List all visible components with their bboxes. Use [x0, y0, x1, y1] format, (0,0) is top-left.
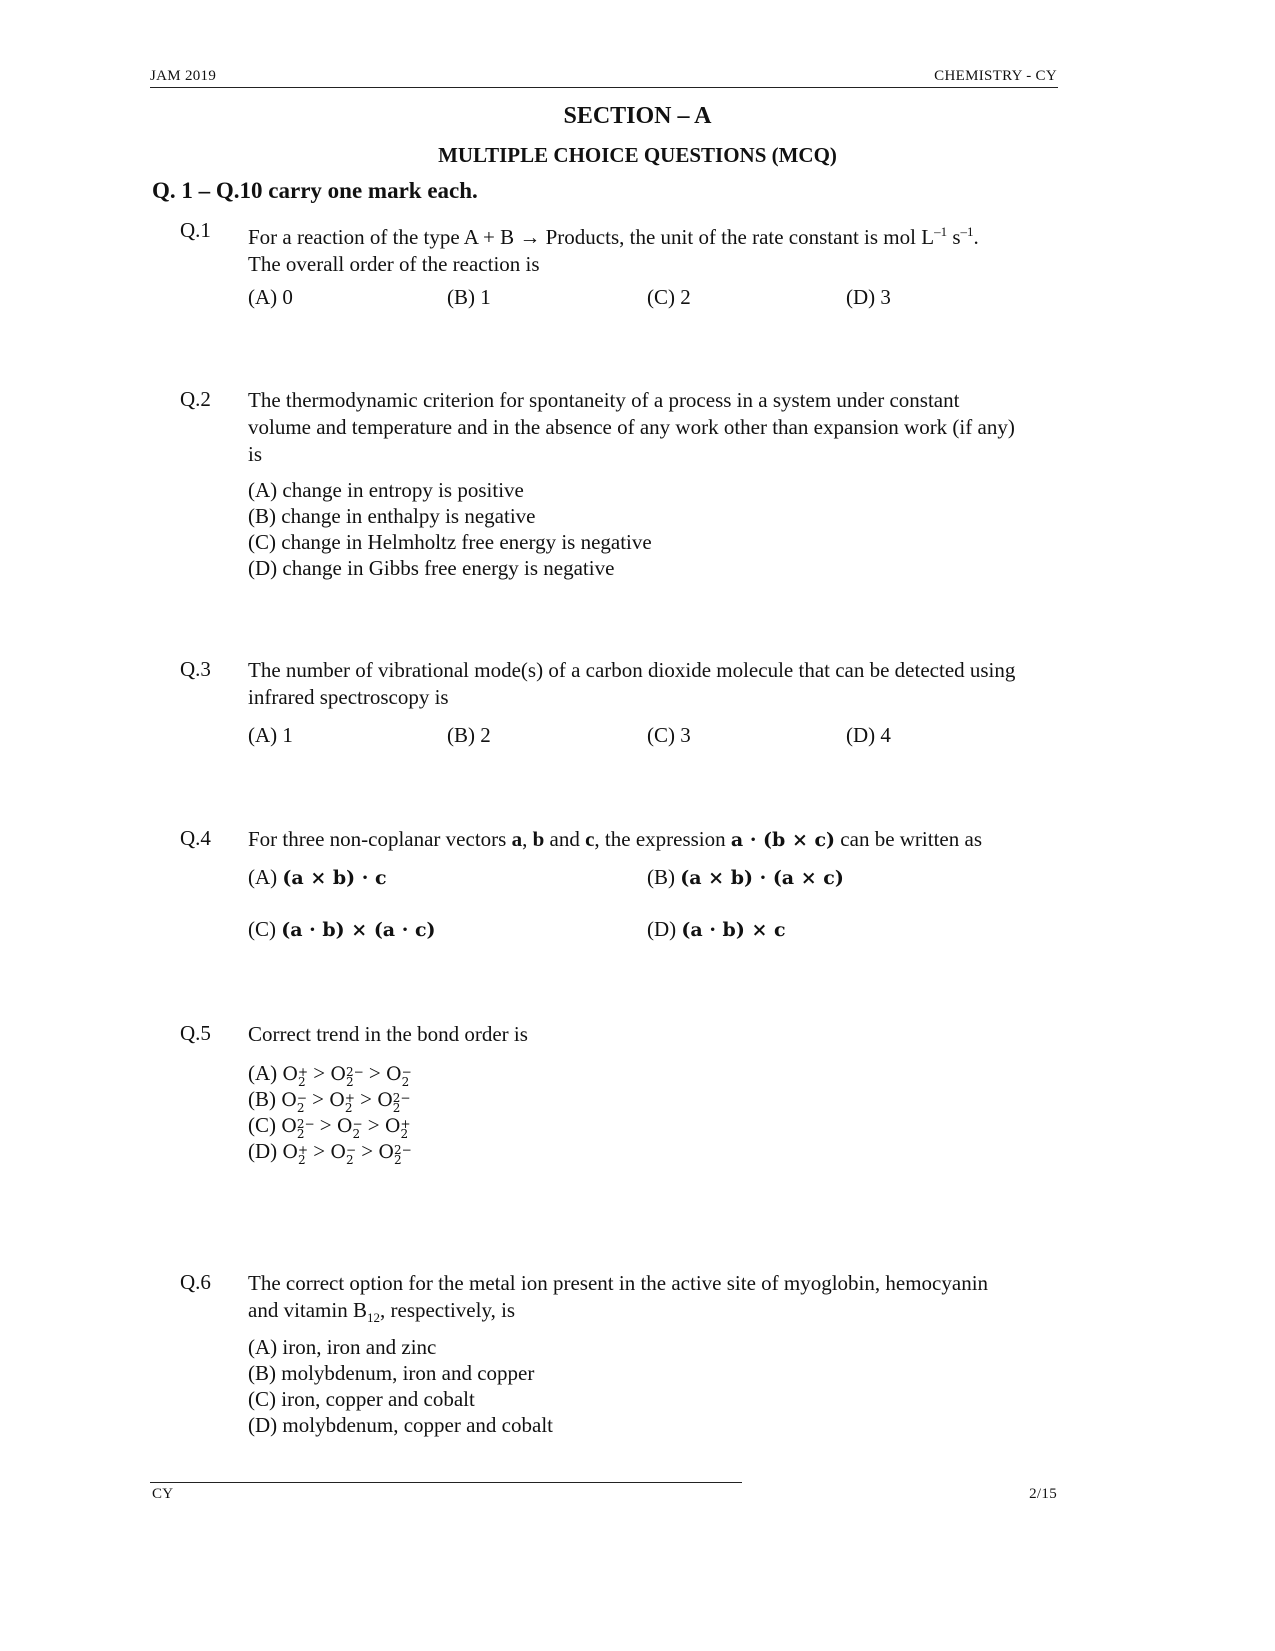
- option-c: (C) 2: [647, 285, 691, 309]
- question-number: Q.1: [180, 218, 211, 242]
- option-expression: (a × b) · (a × c): [680, 867, 844, 889]
- option-label: (D): [248, 1139, 283, 1163]
- option-label: (C): [248, 1113, 282, 1137]
- oxygen-ion: O − 2: [386, 1063, 412, 1089]
- option-d: (D) molybdenum, copper and cobalt: [248, 1413, 553, 1437]
- question-number: Q.4: [180, 826, 211, 850]
- option-b: (B) 1: [447, 285, 491, 309]
- header-right: CHEMISTRY - CY: [934, 68, 1057, 84]
- question-text: [248, 218, 1118, 278]
- ion-charge: −: [345, 1143, 357, 1157]
- q3-text-line1: The number of vibrational mode(s) of a carbon dioxide molecule that can be detected using: [248, 658, 1016, 682]
- ion-subscript: 2: [352, 1127, 361, 1141]
- option-c: [248, 917, 436, 942]
- option-d: [647, 917, 786, 942]
- q4-text-c: can be written as: [835, 827, 982, 851]
- oxygen-ion: O 2− 2: [378, 1141, 412, 1167]
- ion-subscript: 2: [393, 1153, 402, 1167]
- ion-charge: −: [352, 1117, 363, 1131]
- question-text: [248, 1270, 1118, 1331]
- q1-text-b: s: [947, 225, 961, 249]
- section-title: SECTION – A: [563, 103, 712, 129]
- q4-expression: a · (b × c): [730, 829, 836, 851]
- vector-c: c: [585, 827, 595, 851]
- question-number: Q.5: [180, 1021, 211, 1045]
- ion-charge: +: [297, 1143, 309, 1157]
- ion-subscript: 2: [392, 1101, 401, 1115]
- vector-a: a: [511, 827, 523, 851]
- section-subtitle: MULTIPLE CHOICE QUESTIONS (MCQ): [438, 143, 837, 167]
- option-c: [248, 1112, 411, 1140]
- greater-than: >: [308, 1061, 331, 1085]
- oxygen-ion: O + 2: [329, 1089, 355, 1115]
- option-b: [248, 1086, 411, 1114]
- greater-than: >: [354, 1087, 378, 1111]
- question-number: Q.2: [180, 387, 211, 411]
- q3-text-line2: infrared spectroscopy is: [248, 685, 449, 709]
- ion-charge: −: [296, 1091, 307, 1105]
- greater-than: >: [308, 1139, 331, 1163]
- marks-note: Q. 1 – Q.10 carry one mark each.: [152, 178, 478, 203]
- oxygen-ion: O − 2: [330, 1141, 357, 1167]
- option-d: (D) change in Gibbs free energy is negative: [248, 556, 615, 580]
- question-text: Correct trend in the bond order is: [248, 1022, 528, 1046]
- oxygen-ion: O + 2: [282, 1063, 309, 1089]
- option-expression: (a × b) · c: [282, 867, 387, 889]
- option-label: (C): [248, 917, 276, 941]
- q4-text-b: , the expression: [594, 827, 731, 851]
- option-expression: (a · b) × c: [681, 919, 786, 941]
- q4-text-a: For three non-coplanar vectors: [248, 827, 512, 851]
- ion-charge: 2−: [296, 1117, 315, 1131]
- oxygen-ion: O 2− 2: [281, 1115, 315, 1141]
- greater-than: >: [356, 1139, 379, 1163]
- greater-than: >: [314, 1113, 337, 1137]
- ion-subscript: 2: [345, 1153, 354, 1167]
- footer-left: CY: [152, 1486, 174, 1502]
- greater-than: >: [306, 1087, 330, 1111]
- option-a: (A) change in entropy is positive: [248, 478, 524, 502]
- ion-subscript: 2: [296, 1101, 305, 1115]
- option-a: (A) iron, iron and zinc: [248, 1335, 437, 1359]
- greater-than: >: [363, 1061, 387, 1085]
- option-b: (B) 2: [447, 723, 491, 747]
- q6-text-line1: The correct option for the metal ion present in the active site of myoglobin, hemocyanin: [248, 1271, 989, 1295]
- ion-subscript: 2: [400, 1127, 409, 1141]
- q4-and: and: [544, 827, 586, 851]
- option-label: (D): [647, 917, 677, 941]
- option-a: (A) 0: [248, 285, 293, 309]
- ion-subscript: 2: [297, 1153, 306, 1167]
- q2-text-line3: is: [248, 442, 263, 466]
- vector-b: b: [532, 827, 545, 851]
- question-text: [248, 826, 1118, 854]
- ion-charge: +: [400, 1117, 411, 1131]
- oxygen-ion: O − 2: [281, 1089, 307, 1115]
- option-d: [248, 1138, 412, 1166]
- option-b: (B) change in enthalpy is negative: [248, 504, 536, 528]
- option-c: (C) change in Helmholtz free energy is negative: [248, 530, 652, 554]
- oxygen-ion: O − 2: [336, 1115, 363, 1141]
- option-d: (D) 3: [846, 285, 891, 309]
- option-a: (A) 1: [248, 723, 293, 747]
- option-a: [248, 865, 387, 890]
- q6-text-line2b: , respectively, is: [380, 1298, 516, 1322]
- greater-than: >: [362, 1113, 385, 1137]
- q6-subscript: 12: [367, 1310, 380, 1326]
- question-number: Q.3: [180, 657, 211, 681]
- ion-charge: +: [344, 1091, 355, 1105]
- option-label: (B): [647, 865, 675, 889]
- q1-exponent-1: –1: [934, 224, 948, 239]
- ion-subscript: 2: [401, 1075, 410, 1089]
- q2-text-line2: volume and temperature and in the absence of any work other than expansion work (if any): [248, 415, 1015, 439]
- ion-subscript: 2: [345, 1075, 354, 1089]
- ion-charge: 2−: [392, 1091, 411, 1105]
- oxygen-ion: O 2− 2: [330, 1063, 364, 1089]
- ion-subscript: 2: [296, 1127, 305, 1141]
- q1-text-c: .: [973, 225, 979, 249]
- option-label: (A): [248, 865, 278, 889]
- header-rule: [150, 87, 1058, 88]
- option-b: [647, 865, 844, 890]
- footer-rule: [150, 1482, 742, 1483]
- option-label: (B): [248, 1087, 282, 1111]
- q1-text-line2: The overall order of the reaction is: [248, 252, 540, 276]
- oxygen-ion: O 2− 2: [377, 1089, 411, 1115]
- page-number: 2/15: [1029, 1486, 1057, 1502]
- option-label: (A): [248, 1061, 283, 1085]
- header-left: JAM 2019: [150, 68, 217, 84]
- ion-subscript: 2: [344, 1101, 353, 1115]
- ion-charge: −: [401, 1065, 412, 1079]
- ion-subscript: 2: [297, 1075, 306, 1089]
- q1-exponent-2: –1: [960, 224, 974, 239]
- option-expression: (a · b) × (a · c): [281, 919, 436, 941]
- q4-comma: ,: [522, 827, 533, 851]
- option-c: (C) 3: [647, 723, 691, 747]
- oxygen-ion: O + 2: [384, 1115, 411, 1141]
- ion-charge: 2−: [345, 1065, 364, 1079]
- question-number: Q.6: [180, 1270, 211, 1294]
- question-text: [248, 387, 1118, 468]
- option-b: (B) molybdenum, iron and copper: [248, 1361, 535, 1385]
- q1-text-a: For a reaction of the type A + B → Products, the unit of the rate constant is mol L: [248, 225, 935, 249]
- ion-charge: +: [297, 1065, 309, 1079]
- option-c: (C) iron, copper and cobalt: [248, 1387, 475, 1411]
- q2-text-line1: The thermodynamic criterion for spontaneity of a process in a system under constant: [248, 388, 960, 412]
- q6-text-line2a: and vitamin B: [248, 1298, 367, 1322]
- oxygen-ion: O + 2: [282, 1141, 309, 1167]
- option-d: (D) 4: [846, 723, 891, 747]
- question-text: [248, 657, 1118, 711]
- option-a: [248, 1060, 412, 1088]
- ion-charge: 2−: [393, 1143, 412, 1157]
